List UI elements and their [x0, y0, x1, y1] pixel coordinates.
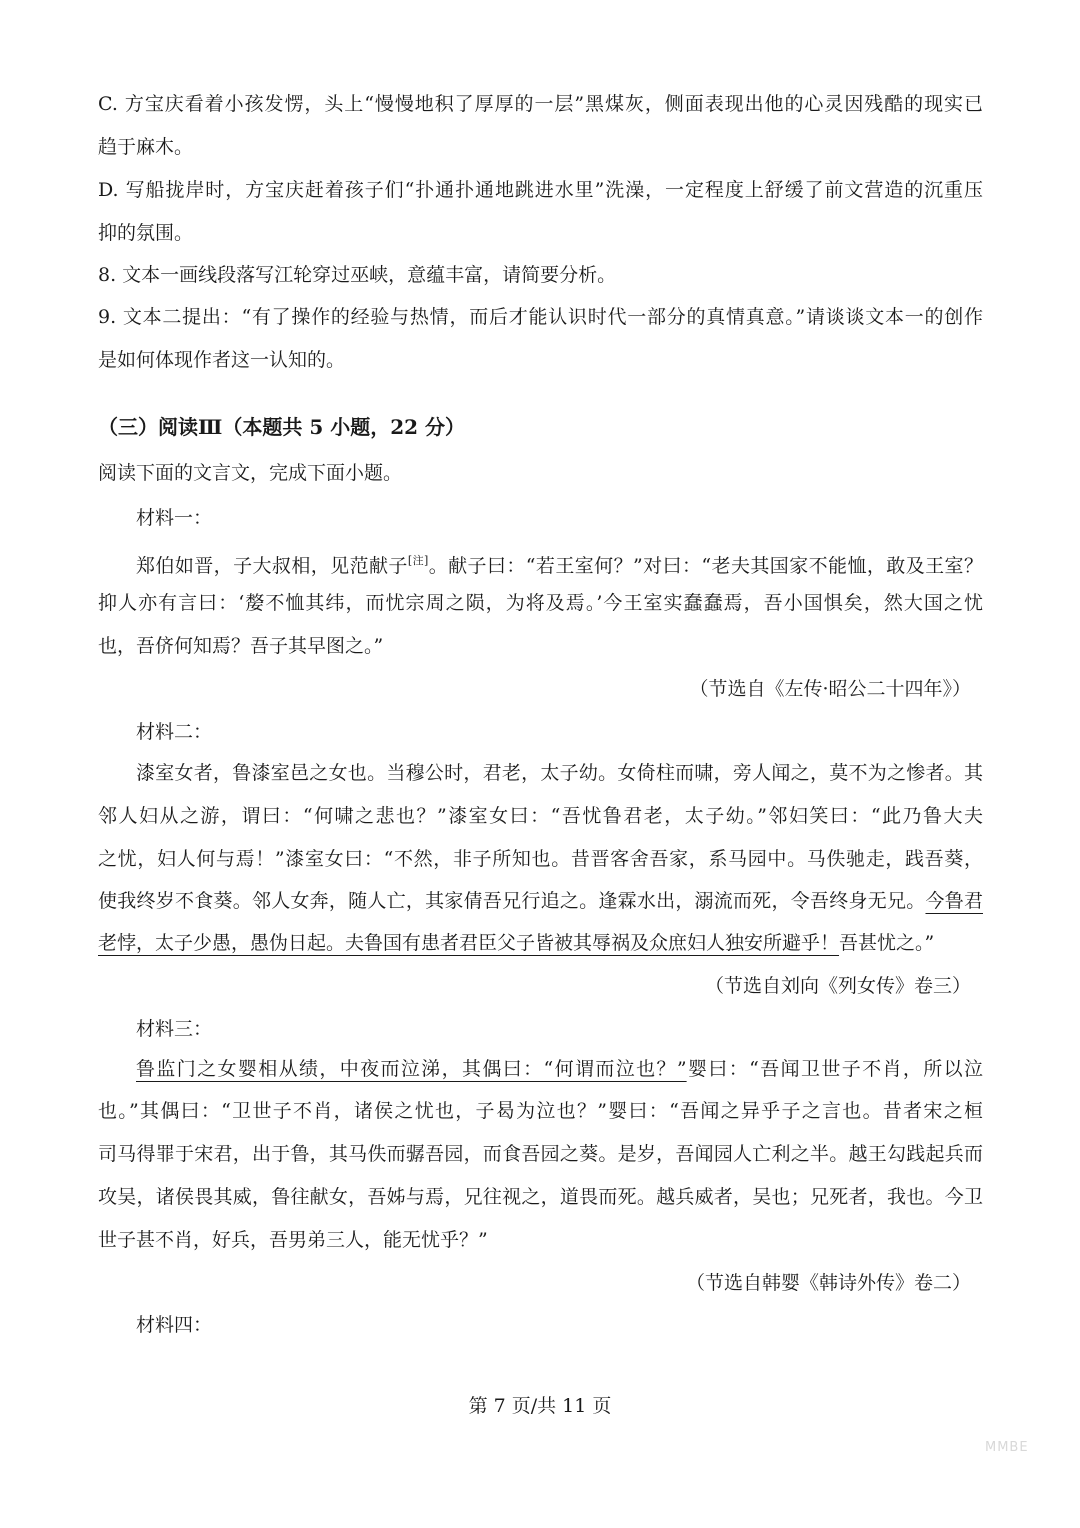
material-3-line-2: 也。”其偶曰：“卫世子不肖，诸侯之忧也，子曷为泣也？”婴曰：“吾闻之异乎子之言也。昔者宋之桓 — [98, 1100, 983, 1122]
option-d-line-1: D. 写船拢岸时，方宝庆赶着孩子们“扑通扑通地跳进水里”洗澡，一定程度上舒缓了前文营造的沉重压 — [98, 179, 983, 201]
material-1-line-2: 抑人亦有言曰：‘嫠不恤其纬，而忧宗周之陨，为将及焉。’今王室实蠢蠢焉，吾小国惧矣，然大国之忧 — [98, 592, 983, 614]
option-d-line-2: 抑的氛围。 — [98, 222, 194, 244]
option-c-line-2: 趋于麻木。 — [98, 136, 194, 158]
material-2-line-1: 漆室女者，鲁漆室邑之女也。当穆公时，君老，太子幼。女倚柱而啸，旁人闻之，莫不为之惨者。其 — [136, 762, 983, 784]
material-2-line-3: 之忧，妇人何与焉！”漆室女曰：“不然，非子所知也。昔晋客舍吾家，系马园中。马佚驰走，践吾葵， — [98, 848, 983, 870]
material-3-line-1: 鲁监门之女婴相从绩，中夜而泣涕，其偶曰：“何谓而泣也？”婴曰：“吾闻卫世子不肖，所以泣 — [136, 1058, 983, 1080]
note-marker: [注] — [407, 554, 429, 567]
question-9-line-1: 9. 文本二提出：“有了操作的经验与热情，而后才能认识时代一部分的真情真意。”请谈谈文本一的创作 — [98, 306, 983, 328]
underlined-sentence-part-2: 老悖，太子少愚，愚伪日起。夫鲁国有患者君臣父子皆被其辱祸及众庶妇人独安所避乎！ — [98, 932, 840, 954]
section-intro: 阅读下面的文言文，完成下面小题。 — [98, 462, 403, 484]
question-9-line-2: 是如何体现作者这一认知的。 — [98, 349, 346, 371]
option-c-line-1: C. 方宝庆看着小孩发愣，头上“慢慢地积了厚厚的一层”黑煤灰，侧面表现出他的心灵因残酷的现实已 — [98, 93, 983, 115]
material-2-line-2: 邻人妇从之游，谓曰：“何啸之悲也？”漆室女曰：“吾忧鲁君老，太子幼。”邻妇笑曰：“此乃鲁大夫 — [98, 805, 983, 827]
page-footer: 第 7 页/共 11 页 — [468, 1395, 612, 1417]
material-1-source: （节选自《左传·昭公二十四年》） — [689, 678, 971, 700]
question-8: 8. 文本一画线段落写江轮穿过巫峡，意蕴丰富，请简要分析。 — [98, 264, 617, 286]
material-2-line-4: 使我终岁不食葵。邻人女奔，随人亡，其家倩吾兄行追之。逢霖水出，溺流而死，令吾终身无兄。今鲁君 — [98, 890, 983, 912]
material-3-source: （节选自韩婴《韩诗外传》卷二） — [685, 1272, 971, 1294]
material-2-label: 材料二： — [136, 721, 213, 743]
material-2-line-5: 老悖，太子少愚，愚伪日起。夫鲁国有患者君臣父子皆被其辱祸及众庶妇人独安所避乎！吾甚忧之。” — [98, 932, 935, 954]
material-1-label: 材料一： — [136, 507, 213, 529]
underlined-sentence-3: 鲁监门之女婴相从绩，中夜而泣涕，其偶曰：“何谓而泣也？” — [136, 1058, 687, 1080]
material-1-line-1: 郑伯如晋，子大叔相，见范献子[注]。献子曰：“若王室何？”对曰：“老夫其国家不能恤，敢及王室？ — [136, 554, 983, 577]
material-3-line-3: 司马得罪于宋君，出于鲁，其马佚而骣吾园，而食吾园之葵。是岁，吾闻园人亡利之半。越王勾践起兵而 — [98, 1143, 983, 1165]
material-2-source: （节选自刘向《列女传》卷三） — [704, 975, 971, 997]
section-heading: （三）阅读Ⅲ（本题共 5 小题，22 分） — [98, 415, 465, 439]
material-3-label: 材料三： — [136, 1018, 213, 1040]
material-3-line-5: 世子甚不肖，好兵，吾男弟三人，能无忧乎？” — [98, 1229, 488, 1251]
material-4-label: 材料四： — [136, 1314, 213, 1336]
material-3-line-4: 攻吴，诸侯畏其威，鲁往献女，吾姊与焉，兄往视之，道畏而死。越兵威者，吴也；兄死者，我也。今卫 — [98, 1186, 983, 1208]
watermark-logo: MMBE — [985, 1440, 1029, 1455]
underlined-sentence-part-1: 今鲁君 — [925, 890, 983, 912]
material-1-line-3: 也，吾侪何知焉？吾子其早图之。” — [98, 635, 384, 657]
